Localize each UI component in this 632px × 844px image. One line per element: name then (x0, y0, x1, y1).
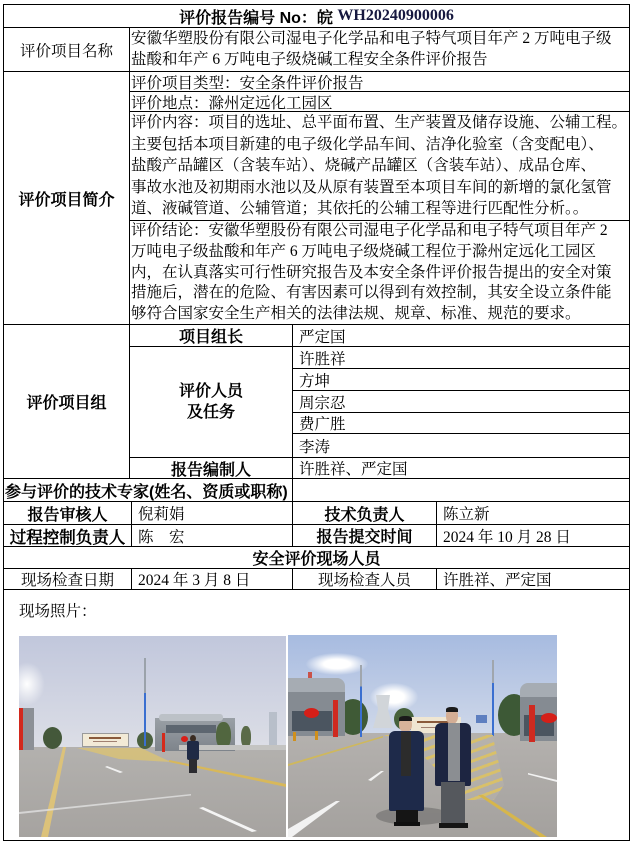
reviewer-label (3, 501, 132, 525)
team-member-row (292, 346, 630, 369)
site-photo-2 (288, 635, 557, 837)
content-line: 评价内容：项目的选址、总平面布置、生产装置及储存设施、公辅工程。 (131, 114, 628, 131)
site-photos-section (3, 589, 630, 841)
conclusion-line: 措施后，潜在的危险、有害因素可以得到有效控制，其安全设立条件能 (131, 284, 612, 302)
project-intro-label (3, 71, 130, 325)
photo-blue-board (476, 715, 487, 723)
report-number-header (3, 4, 630, 28)
photo-person-inner (401, 732, 411, 776)
team-member-name: 方坤 (299, 372, 331, 390)
reviewer-value (131, 501, 293, 525)
team-member-row (292, 390, 630, 413)
photo-person-sweater (448, 723, 460, 781)
project-name-value (129, 27, 630, 72)
submit-time-label-text: 报告提交时间 (316, 529, 413, 546)
team-member-name: 许胜祥 (299, 350, 346, 368)
team-member-row (292, 433, 630, 458)
conclusion-line: 万吨电子级盐酸和年产 6 万吨电子级烧碱工程位于滁州定远化工园区 (131, 242, 597, 260)
team-members-label-line: 评价人员 (178, 383, 243, 400)
photo-person-shoes (439, 823, 468, 828)
photo-building-roof (288, 678, 345, 692)
project-team-label (3, 324, 130, 479)
reviewer-label-text: 报告审核人 (27, 506, 108, 524)
photo-person-legs (441, 782, 465, 824)
photo-lantern (304, 708, 319, 718)
report-compiler-label (129, 457, 293, 479)
conclusion-line: 内，在认真落实可行性研究报告及本安全条件评价报告提出的安全对策 (131, 263, 612, 281)
photo-red-banner (19, 708, 23, 750)
photo-lantern (541, 713, 557, 723)
photo-bollard (315, 731, 318, 740)
project-type (129, 71, 630, 92)
inspectors-names: 许胜祥、严定国 (443, 572, 552, 589)
report-compiler-names: 许胜祥、严定国 (299, 461, 408, 478)
project-name-line: 盐酸和年产 6 万吨电子级烧碱工程安全条件评价报告 (131, 51, 488, 68)
photo-tree (43, 727, 62, 749)
tech-lead-label (292, 501, 437, 525)
photo-company-sign (82, 733, 129, 747)
project-name-line: 安徽华塑股份有限公司湿电子化学品和电子特气项目年产 2 万吨电子级 (131, 30, 612, 47)
photo-lamp-post (360, 665, 362, 737)
photo-sign-text (93, 741, 117, 742)
content-line: 事故水池及初期雨水池以及从原有装置至本项目车间的新增的氯化氢管 (131, 178, 612, 196)
tech-lead-label-text: 技术负责人 (324, 506, 405, 524)
site-photo-1 (19, 636, 286, 837)
submit-time-value (436, 524, 630, 547)
process-control-label (3, 524, 132, 547)
team-member-name: 费广胜 (299, 416, 346, 433)
inspection-date-value (131, 568, 293, 590)
report-compiler-value (292, 457, 630, 479)
photo-person-hair (446, 707, 458, 712)
submit-time-label (292, 524, 437, 547)
report-compiler-label-text: 报告编制人 (170, 461, 251, 479)
team-member-row (292, 368, 630, 391)
team-members-label (129, 346, 293, 458)
process-control-label-text: 过程控制负责人 (9, 528, 126, 547)
content-line: 主要包括本项目新建的电子级化学品车间、洁净化验室（含变配电）、 (131, 135, 604, 153)
reviewer-name: 倪莉娟 (138, 506, 185, 523)
project-type-text: 评价项目类型：安全条件评价报告 (131, 74, 364, 92)
photo-gatehouse-windows (166, 725, 216, 733)
photo-person-hair (399, 716, 412, 721)
photo-person-body (187, 741, 199, 760)
content-line: 道、液碱管道、公辅管道；其依托的公辅工程等进行匹配性分析。。 (131, 200, 589, 218)
inspectors-label (292, 568, 437, 590)
tech-lead-value (436, 501, 630, 525)
report-number-prefix: 评价报告编号 No：皖 (179, 9, 338, 27)
team-member-row (292, 412, 630, 434)
content-line: 盐酸产品罐区（含装车站）、烧碱产品罐区（含装车站）、成品仓库、 (131, 157, 597, 175)
photo-lamp-post (492, 660, 494, 736)
team-leader-value (292, 324, 630, 347)
project-intro-label-text: 评价项目简介 (18, 191, 115, 209)
photo-sign-text (89, 737, 121, 739)
tech-lead-name: 陈立新 (443, 506, 490, 523)
inspection-date-label (3, 568, 132, 590)
team-members-label-line: 及任务 (186, 404, 235, 421)
inspection-date: 2024 年 3 月 8 日 (138, 572, 251, 589)
photo-red-banner (333, 700, 338, 737)
project-content (129, 111, 630, 221)
photo-building-roof (520, 683, 557, 697)
inspection-date-label-text: 现场检查日期 (20, 572, 114, 589)
photo-smoke (306, 653, 368, 675)
technical-experts-value (292, 478, 630, 502)
photo-person-shoes (394, 822, 420, 826)
team-member-name: 李涛 (299, 438, 331, 456)
photo-silo (269, 712, 277, 747)
site-photos-label: 现场照片： (19, 603, 97, 620)
photo-gatehouse-roof (159, 714, 223, 721)
photo-person-legs (189, 759, 197, 773)
process-control-value (131, 524, 293, 547)
submit-date: 2024 年 10 月 28 日 (443, 528, 571, 546)
project-team-label-text: 评价项目组 (26, 395, 107, 412)
photo-red-banner (162, 733, 165, 752)
conclusion-line: 评价结论：安徽华塑股份有限公司湿电子化学品和电子特气项目年产 2 (131, 222, 608, 239)
team-leader-label (129, 324, 293, 347)
photo-red-banner (529, 705, 535, 742)
team-leader-label-text: 项目组长 (178, 329, 243, 346)
inspectors-label-text: 现场检查人员 (317, 572, 411, 589)
inspectors-value (436, 568, 630, 590)
technical-experts-label (3, 478, 293, 502)
site-staff-heading-text: 安全评价现场人员 (252, 551, 381, 568)
conclusion-line: 够符合国家安全生产相关的法律法规、规章、标准、规范的要求。 (131, 305, 581, 323)
project-location-text: 评价地点：滁州定远化工园区 (131, 94, 333, 112)
team-member-name: 周宗忍 (299, 394, 346, 412)
project-conclusion (129, 220, 630, 325)
photo-bollard (293, 732, 296, 741)
process-control-name: 陈 宏 (138, 528, 185, 546)
project-location (129, 91, 630, 112)
photo-lamp-post (144, 658, 146, 746)
team-leader-name: 严定国 (299, 328, 346, 346)
site-staff-heading (3, 546, 630, 569)
project-name-label-text: 评价项目名称 (19, 42, 113, 60)
report-number: WH20240900006 (337, 7, 454, 24)
project-name-label (3, 27, 130, 72)
technical-experts-label-text: 参与评价的技术专家(姓名、资质或职称) (5, 483, 288, 501)
